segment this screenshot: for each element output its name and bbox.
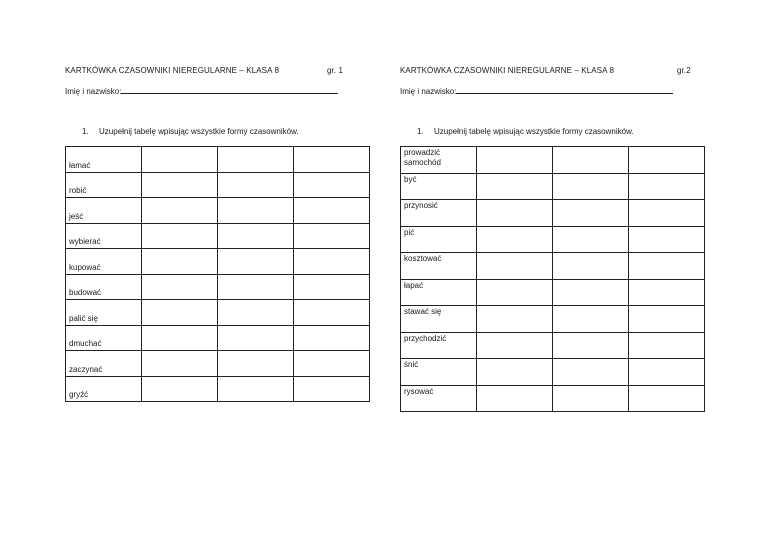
form-blank-cell <box>142 147 218 173</box>
verb-cell: kosztować <box>401 253 477 280</box>
form-blank-cell <box>218 376 294 402</box>
form-blank-cell <box>553 306 629 333</box>
verb-forms-table <box>65 146 370 402</box>
table-row <box>401 147 705 174</box>
form-blank-cell <box>553 226 629 253</box>
form-blank-cell <box>142 198 218 224</box>
verb-cell: łamać <box>66 147 142 173</box>
verb-cell: budować <box>66 274 142 300</box>
form-blank-cell <box>218 274 294 300</box>
form-blank-cell <box>553 332 629 359</box>
form-blank-cell <box>553 359 629 386</box>
form-blank-cell <box>629 173 705 200</box>
form-blank-cell <box>477 200 553 227</box>
form-blank-cell <box>218 223 294 249</box>
table-row <box>401 332 705 359</box>
form-blank-cell <box>218 249 294 275</box>
group-label: gr.2 <box>677 66 691 75</box>
quiz-title: KARTKÓWKA CZASOWNIKI NIEREGULARNE – KLASA 8 <box>65 66 279 75</box>
verb-cell: przynosić <box>401 200 477 227</box>
form-blank-cell <box>477 385 553 412</box>
name-blank-line <box>456 86 673 94</box>
form-blank-cell <box>553 173 629 200</box>
form-blank-cell <box>142 274 218 300</box>
form-blank-cell <box>477 147 553 174</box>
verb-cell: być <box>401 173 477 200</box>
form-blank-cell <box>553 279 629 306</box>
table-row <box>66 376 370 402</box>
form-blank-cell <box>553 253 629 280</box>
form-blank-cell <box>218 172 294 198</box>
task-text: Uzupełnij tabelę wpisując wszystkie formy czasowników. <box>434 127 634 136</box>
task-text: Uzupełnij tabelę wpisując wszystkie formy czasowników. <box>99 127 299 136</box>
verb-cell: prowadzić samochód <box>401 147 477 174</box>
form-blank-cell <box>294 274 370 300</box>
form-blank-cell <box>629 147 705 174</box>
name-label: Imię i nazwisko: <box>65 87 122 96</box>
form-blank-cell <box>294 300 370 326</box>
form-blank-cell <box>294 147 370 173</box>
form-blank-cell <box>294 198 370 224</box>
form-blank-cell <box>477 359 553 386</box>
table-row <box>66 223 370 249</box>
form-blank-cell <box>629 359 705 386</box>
form-blank-cell <box>218 325 294 351</box>
table-row <box>401 173 705 200</box>
name-field <box>65 86 338 96</box>
name-field <box>400 86 673 96</box>
form-blank-cell <box>142 376 218 402</box>
table-row <box>401 359 705 386</box>
form-blank-cell <box>477 226 553 253</box>
verb-cell: dmuchać <box>66 325 142 351</box>
table-row <box>66 172 370 198</box>
verb-cell: pić <box>401 226 477 253</box>
table-row <box>401 306 705 333</box>
form-blank-cell <box>629 226 705 253</box>
verb-cell: stawać się <box>401 306 477 333</box>
table-row <box>66 147 370 173</box>
task-number: 1. <box>82 127 89 136</box>
verb-cell: łapać <box>401 279 477 306</box>
form-blank-cell <box>218 147 294 173</box>
form-blank-cell <box>294 325 370 351</box>
form-blank-cell <box>294 351 370 377</box>
form-blank-cell <box>294 249 370 275</box>
verb-cell: robić <box>66 172 142 198</box>
form-blank-cell <box>629 332 705 359</box>
form-blank-cell <box>477 332 553 359</box>
form-blank-cell <box>629 279 705 306</box>
form-blank-cell <box>142 325 218 351</box>
form-blank-cell <box>218 198 294 224</box>
name-blank-line <box>121 86 338 94</box>
table-row <box>66 300 370 326</box>
task-instruction <box>417 127 634 136</box>
verb-forms-table <box>400 146 705 412</box>
form-blank-cell <box>477 279 553 306</box>
table-row <box>401 200 705 227</box>
task-number: 1. <box>417 127 424 136</box>
table-row <box>66 249 370 275</box>
table-row <box>66 274 370 300</box>
verb-cell: gryźć <box>66 376 142 402</box>
form-blank-cell <box>294 172 370 198</box>
form-blank-cell <box>142 351 218 377</box>
form-blank-cell <box>142 249 218 275</box>
table-row <box>401 279 705 306</box>
verb-cell: przychodzić <box>401 332 477 359</box>
verb-cell: zaczynać <box>66 351 142 377</box>
table-row <box>66 198 370 224</box>
verb-cell: wybierać <box>66 223 142 249</box>
form-blank-cell <box>629 306 705 333</box>
table-row <box>401 226 705 253</box>
group-label: gr. 1 <box>327 66 344 75</box>
verb-cell: śnić <box>401 359 477 386</box>
form-blank-cell <box>629 385 705 412</box>
verb-cell: rysować <box>401 385 477 412</box>
form-blank-cell <box>553 147 629 174</box>
form-blank-cell <box>629 253 705 280</box>
quiz-title: KARTKÓWKA CZASOWNIKI NIEREGULARNE – KLASA 8 <box>400 66 614 75</box>
form-blank-cell <box>294 223 370 249</box>
verb-cell: jeść <box>66 198 142 224</box>
table-row <box>66 351 370 377</box>
table-row <box>401 385 705 412</box>
form-blank-cell <box>477 173 553 200</box>
form-blank-cell <box>218 351 294 377</box>
task-instruction <box>82 127 299 136</box>
form-blank-cell <box>477 306 553 333</box>
table-row <box>66 325 370 351</box>
form-blank-cell <box>218 300 294 326</box>
form-blank-cell <box>553 385 629 412</box>
form-blank-cell <box>294 376 370 402</box>
verb-cell: kupować <box>66 249 142 275</box>
form-blank-cell <box>142 223 218 249</box>
table-row <box>401 253 705 280</box>
verb-cell: palić się <box>66 300 142 326</box>
form-blank-cell <box>477 253 553 280</box>
form-blank-cell <box>142 300 218 326</box>
name-label: Imię i nazwisko: <box>400 87 457 96</box>
form-blank-cell <box>553 200 629 227</box>
form-blank-cell <box>629 200 705 227</box>
form-blank-cell <box>142 172 218 198</box>
